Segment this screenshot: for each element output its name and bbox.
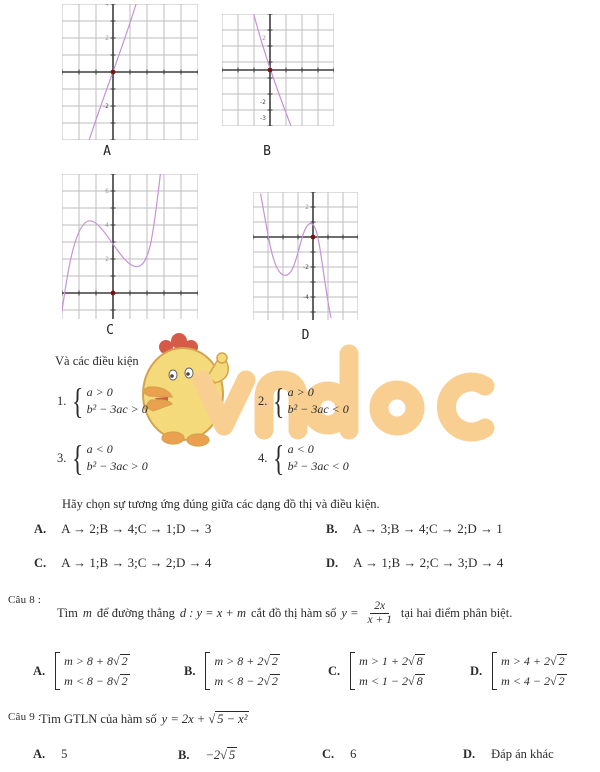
condition-3-line2: b² − 3ac > 0 xyxy=(86,459,148,473)
q9-option-c-text: 6 xyxy=(350,747,357,761)
svg-text:2: 2 xyxy=(105,35,109,42)
square-bracket-icon xyxy=(55,652,60,690)
q8-fraction xyxy=(366,600,394,627)
q8-option-b xyxy=(184,651,280,691)
svg-text:-2: -2 xyxy=(260,99,266,106)
graph-label-b: B xyxy=(263,144,271,159)
q9-option-a xyxy=(33,747,67,762)
match-option-b-label: B. xyxy=(326,522,338,536)
q8-option-c-line2: m < 1 − 2√ 8 xyxy=(359,674,423,688)
svg-text:6: 6 xyxy=(105,188,109,195)
question-9-label: Câu 9 : xyxy=(8,711,42,723)
svg-text:-2: -2 xyxy=(103,103,109,110)
q8-text-2: để đường thẳng xyxy=(96,605,175,620)
graph-plot-c xyxy=(62,174,198,324)
condition-4-line1: a < 0 xyxy=(287,442,314,456)
q8-option-a-label: A. xyxy=(33,663,46,678)
svg-text:2: 2 xyxy=(305,204,309,211)
q8-fraction-denominator: x + 1 xyxy=(367,613,392,626)
condition-2-line2: b² − 3ac < 0 xyxy=(287,402,349,416)
svg-text:-2: -2 xyxy=(303,264,309,271)
graph-label-c: C xyxy=(106,323,114,338)
condition-2 xyxy=(258,383,349,419)
q8-option-d xyxy=(470,651,567,691)
q8-option-c-line1: m > 1 + 2√ 8 xyxy=(359,654,423,668)
square-bracket-icon xyxy=(350,652,355,690)
curly-brace-icon: { xyxy=(273,381,285,421)
question-8-statement xyxy=(57,597,512,629)
q8-text-1: Tìm xyxy=(57,605,78,620)
curly-brace-icon: { xyxy=(273,438,285,478)
q9-option-d xyxy=(463,747,554,762)
curly-brace-icon: { xyxy=(72,381,84,421)
q8-option-d-line1: m > 4 + 2√ 2 xyxy=(501,654,565,668)
graph-plot-d xyxy=(253,192,358,325)
condition-2-number: 2. xyxy=(258,393,268,408)
match-option-d-text: A → 1;B → 2;C → 3;D → 4 xyxy=(353,555,504,570)
q8-math-2: d : y = x + m xyxy=(179,605,246,620)
graph-label-d: D xyxy=(301,328,310,343)
vndoc-logo-watermark xyxy=(192,342,512,442)
q9-math-1: y = 2x + √ 5 − x² xyxy=(161,712,248,726)
condition-2-line1: a > 0 xyxy=(287,385,314,399)
graph-plot-b xyxy=(222,14,334,131)
svg-text:2: 2 xyxy=(262,35,266,42)
q9-option-d-text: Đáp án khác xyxy=(491,747,554,761)
square-bracket-icon xyxy=(205,652,210,690)
condition-3-line1: a < 0 xyxy=(86,442,113,456)
q8-fraction-numerator: 2x xyxy=(370,600,389,614)
condition-4 xyxy=(258,440,349,476)
match-option-b-text: A → 3;B → 4;C → 2;D → 1 xyxy=(352,521,503,536)
condition-4-line2: b² − 3ac < 0 xyxy=(287,459,349,473)
q8-option-b-label: B. xyxy=(184,663,196,678)
svg-text:4: 4 xyxy=(105,4,109,8)
q8-option-b-line1: m > 8 + 2√ 2 xyxy=(214,654,278,668)
question-9-statement xyxy=(40,711,249,727)
q8-option-a xyxy=(33,651,130,691)
q8-option-d-line2: m < 4 − 2√ 2 xyxy=(501,674,565,688)
q9-option-c xyxy=(322,747,356,762)
q9-option-d-label: D. xyxy=(463,747,476,761)
condition-1-line1: a > 0 xyxy=(86,385,113,399)
conditions-intro: Và các điều kiện xyxy=(55,354,139,368)
q8-option-a-line1: m > 8 + 8√ 2 xyxy=(64,654,128,668)
curly-brace-icon: { xyxy=(72,438,84,478)
q8-option-a-line2: m < 8 − 8√ 2 xyxy=(64,674,128,688)
q8-text-4: tại hai điểm phân biệt. xyxy=(400,605,513,620)
condition-4-number: 4. xyxy=(258,450,268,465)
condition-3-number: 3. xyxy=(57,450,67,465)
match-prompt: Hãy chọn sự tương ứng đúng giữa các dạng đồ thị và điều kiện. xyxy=(62,497,380,511)
q9-option-b-text: −2√ 5 xyxy=(205,748,236,762)
svg-text:-4: -4 xyxy=(303,294,309,301)
q9-text-1: Tìm GTLN của hàm số xyxy=(40,711,157,726)
q8-option-c xyxy=(328,651,425,691)
q9-option-b xyxy=(178,747,237,763)
match-option-c-text: A → 1;B → 3;C → 2;D → 4 xyxy=(61,555,212,570)
q8-math-3: y = xyxy=(341,605,359,620)
condition-1-number: 1. xyxy=(57,393,67,408)
condition-1 xyxy=(57,383,148,419)
q8-text-3: cắt đồ thị hàm số xyxy=(251,605,337,620)
q9-option-b-label: B. xyxy=(178,748,190,762)
match-option-a xyxy=(34,521,211,537)
match-option-d-label: D. xyxy=(326,556,339,570)
svg-text:-3: -3 xyxy=(260,115,266,122)
q8-math-1: m xyxy=(82,605,92,620)
q8-option-d-label: D. xyxy=(470,663,483,678)
svg-text:4: 4 xyxy=(105,222,109,229)
svg-text:2: 2 xyxy=(105,256,109,263)
q8-option-b-line2: m < 8 − 2√ 2 xyxy=(214,674,278,688)
q9-option-c-label: C. xyxy=(322,747,335,761)
condition-1-line2: b² − 3ac > 0 xyxy=(86,402,148,416)
match-option-b xyxy=(326,521,503,537)
question-8-label: Câu 8 : xyxy=(8,594,42,606)
match-option-c-label: C. xyxy=(34,556,47,570)
match-option-a-label: A. xyxy=(34,522,47,536)
square-bracket-icon xyxy=(492,652,497,690)
q9-option-a-label: A. xyxy=(33,747,46,761)
graph-plot-a xyxy=(62,4,198,145)
graph-label-a: A xyxy=(103,144,111,159)
q9-option-a-text: 5 xyxy=(61,747,68,761)
match-option-c xyxy=(34,555,211,571)
q8-option-c-label: C. xyxy=(328,663,341,678)
match-option-a-text: A → 2;B → 4;C → 1;D → 3 xyxy=(61,521,212,536)
condition-3 xyxy=(57,440,148,476)
match-option-d xyxy=(326,555,503,571)
